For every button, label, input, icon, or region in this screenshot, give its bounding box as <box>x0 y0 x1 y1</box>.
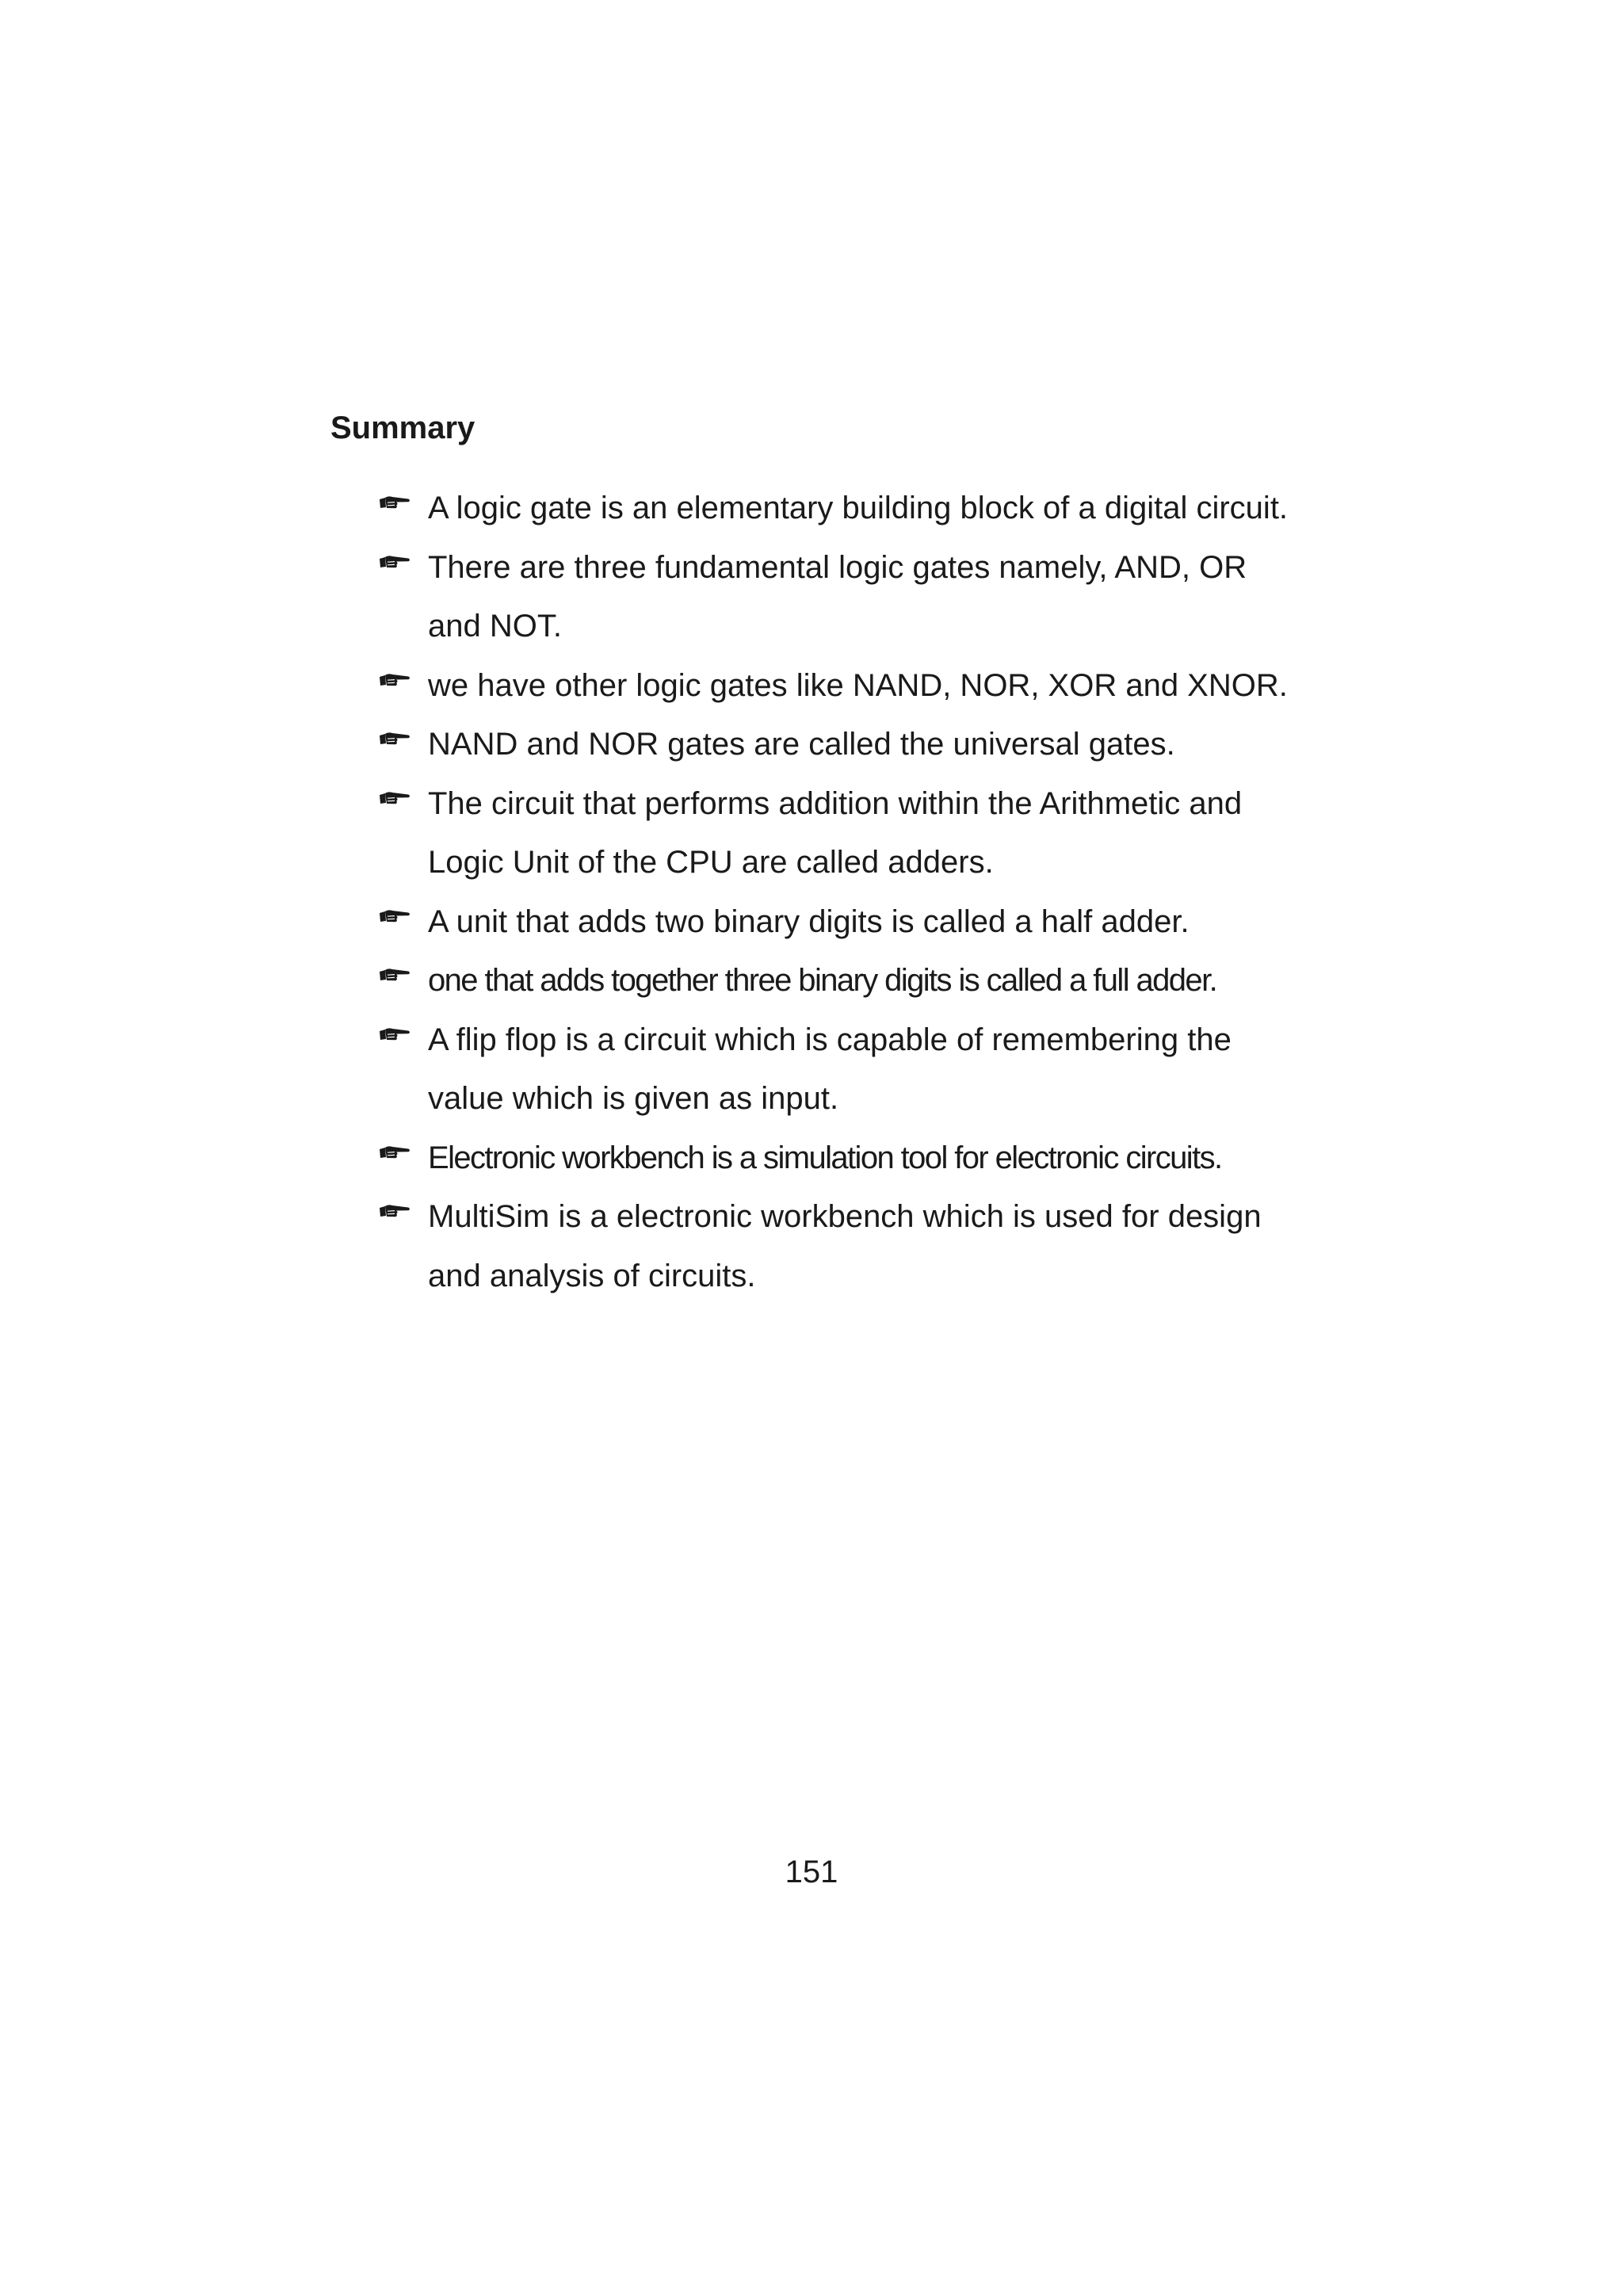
pointing-hand-icon <box>379 1143 411 1162</box>
list-item <box>0 1010 1623 1129</box>
list-item <box>0 1129 1623 1188</box>
pointing-hand-icon <box>379 907 411 926</box>
list-item <box>0 479 1623 538</box>
list-item-text: one that adds together three binary digits is called a full adder. <box>428 963 1217 998</box>
list-item-text: MultiSim is a electronic workbench which is used for design and analysis of circuits. <box>428 1199 1262 1293</box>
list-item-text: NAND and NOR gates are called the universal gates. <box>428 727 1175 762</box>
pointing-hand-icon <box>379 493 411 512</box>
pointing-hand-icon <box>379 670 411 690</box>
pointing-hand-icon <box>379 552 411 571</box>
list-item-text: we have other logic gates like NAND, NOR, XOR and XNOR. <box>428 667 1288 703</box>
section-title: Summary <box>330 411 475 445</box>
list-item <box>0 656 1623 716</box>
list-item-text: A flip flop is a circuit which is capable of remembering the value which is given as input. <box>428 1022 1232 1116</box>
pointing-hand-icon <box>379 789 411 808</box>
list-item-text: A unit that adds two binary digits is called a half adder. <box>428 904 1190 939</box>
list-item <box>0 715 1623 774</box>
list-item <box>0 774 1623 892</box>
list-item <box>0 1187 1623 1305</box>
summary-list <box>0 479 1623 1305</box>
list-item-text: A logic gate is an elementary building block of a digital circuit. <box>428 491 1289 525</box>
list-item-text: Electronic workbench is a simulation tool for electronic circuits. <box>428 1140 1222 1175</box>
list-item <box>0 951 1623 1010</box>
pointing-hand-icon <box>379 1025 411 1044</box>
page-number: 151 <box>785 1855 838 1889</box>
pointing-hand-icon <box>379 965 411 984</box>
list-item-text: The circuit that performs addition within the Arithmetic and Logic Unit of the CPU are called adders. <box>428 785 1243 880</box>
list-item <box>0 892 1623 952</box>
pointing-hand-icon <box>379 1201 411 1221</box>
list-item <box>0 538 1623 656</box>
pointing-hand-icon <box>379 729 411 748</box>
list-item-text: There are three fundamental logic gates namely, AND, OR and NOT. <box>428 549 1247 644</box>
